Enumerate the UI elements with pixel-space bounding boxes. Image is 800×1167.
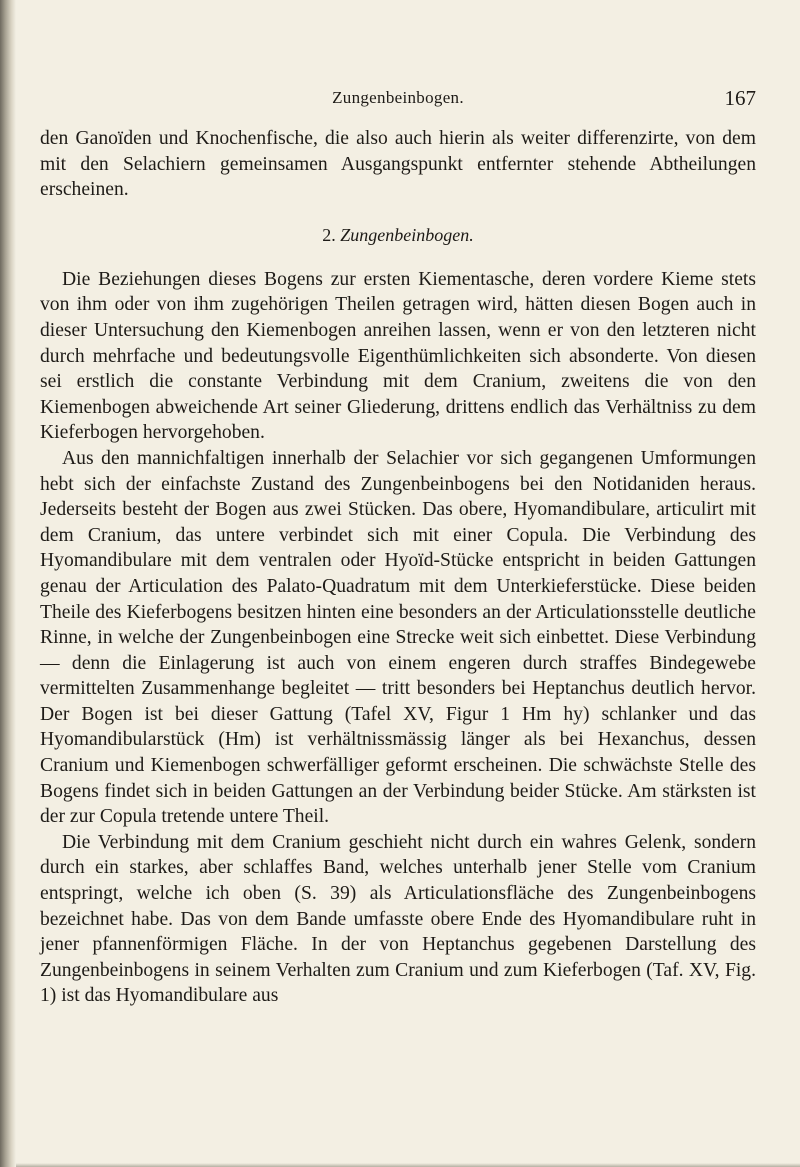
page-body	[40, 126, 756, 1009]
paragraph-continuation: den Ganoïden und Knochenfische, die also auch hierin als weiter differenzirte, von dem mit den Selachiern gemeinsamen Ausgangspunkt entfernter stehende Abtheilungen erscheinen.	[40, 128, 756, 201]
section-title: Zungenbeinbogen.	[340, 224, 474, 245]
page-number: 167	[724, 86, 756, 110]
paragraph: Die Beziehungen dieses Bogens zur ersten Kiementasche, deren vordere Kieme stets von ihm oder von ihm zugehörigen Theilen getragen wird, hätten diesen Bogen auch in dieser Untersuchung den Kiemenbogen anreihen lassen, wenn er von den letzteren nicht durch mehrfache und bedeutungsvolle Eigenthümlichkeiten sich absonderte. Von diesen sei erstlich die constante Verbindung mit dem Cranium, zweitens die von den Kiemenbogen abweichende Art seiner Gliederung, drittens endlich das Verhältniss zu dem Kieferbogen hervorgehoben.	[40, 268, 756, 444]
page-bottom-edge	[16, 1163, 800, 1167]
running-title: Zungenbeinbogen.	[332, 88, 464, 107]
book-binding-shadow	[0, 0, 16, 1167]
paragraph: Aus den mannichfaltigen innerhalb der Selachier vor sich gegangenen Umformungen hebt sich der einfachste Zustand des Zungenbeinbogens bei den Notidaniden heraus. Jederseits besteht der Bogen aus zwei Stücken. Das obere, Hyomandibulare, articulirt mit dem Cranium, das untere verbindet sich mit einer Copula. Die Verbindung des Hyomandibulare mit dem ventralen oder Hyoïd-Stücke entspricht in beiden Gattungen genau der Articulation des Palato-Quadratum mit dem Unterkieferstücke. Diese beiden Theile des Kieferbogens besitzen hinten eine besonders an der Articulationsstelle deutliche Rinne, in welche der Zungenbeinbogen eine Strecke weit sich einbettet. Diese Verbindung — denn die Einlagerung ist auch von einem engeren durch straffes Bindegewebe vermittelten Zusammenhange begleitet — tritt besonders bei Heptanchus deutlich hervor. Der Bogen ist bei dieser Gattung (Tafel XV, Figur 1 Hm hy) schlanker und das Hyomandibularstück (Hm) ist verhältnissmässig länger als bei Hexanchus, dessen Cranium und Kiemenbogen schwerfälliger geformt erscheinen. Die schwächste Stelle des Bogens findet sich in beiden Gattungen an der Verbindung beider Stücke. Am stärksten ist der zur Copula tretende untere Theil.	[40, 447, 756, 828]
running-head	[40, 88, 756, 112]
section-heading	[40, 223, 756, 247]
section-number: 2.	[322, 224, 336, 245]
paragraph: Die Verbindung mit dem Cranium geschieht nicht durch ein wahres Gelenk, sondern durch ein starkes, aber schlaffes Band, welches unterhalb jener Stelle vom Cranium entspringt, welche ich oben (S. 39) als Articulationsfläche des Zungenbeinbogens bezeichnet habe. Das von dem Bande umfasste obere Ende des Hyomandibulare ruht in jener pfannenförmigen Fläche. In der von Heptanchus gegebenen Darstellung des Zungenbeinbogens in seinem Verhalten zum Cranium und zum Kieferbogen (Taf. XV, Fig. 1) ist das Hyomandibulare aus	[40, 831, 756, 1007]
